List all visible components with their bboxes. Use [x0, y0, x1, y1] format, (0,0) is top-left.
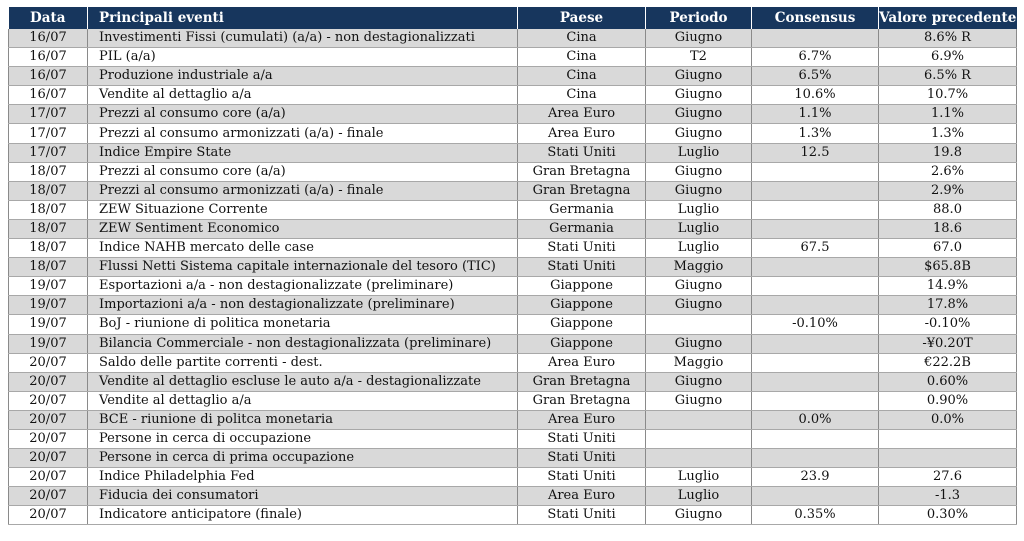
cell-data: 20/07 [9, 372, 88, 391]
cell-paese: Giappone [518, 277, 646, 296]
cell-paese: Cina [518, 48, 646, 67]
cell-periodo: Giugno [646, 162, 752, 181]
cell-evento: Prezzi al consumo armonizzati (a/a) - finale [88, 124, 518, 143]
cell-paese: Area Euro [518, 105, 646, 124]
cell-paese: Gran Bretagna [518, 391, 646, 410]
cell-precedente [879, 449, 1017, 468]
table-row [9, 410, 1017, 429]
cell-paese: Area Euro [518, 487, 646, 506]
cell-consensus [752, 372, 879, 391]
economic-calendar [8, 7, 1016, 525]
cell-periodo: Giugno [646, 277, 752, 296]
cell-data: 20/07 [9, 353, 88, 372]
table-row [9, 162, 1017, 181]
cell-data: 20/07 [9, 391, 88, 410]
cell-evento: Vendite al dettaglio a/a [88, 86, 518, 105]
header-row [9, 7, 1017, 29]
cell-consensus [752, 277, 879, 296]
cell-consensus [752, 219, 879, 238]
table-row [9, 334, 1017, 353]
cell-consensus: 23.9 [752, 468, 879, 487]
table-row [9, 29, 1017, 48]
cell-periodo [646, 315, 752, 334]
cell-precedente: 1.3% [879, 124, 1017, 143]
cell-evento: Indicatore anticipatore (finale) [88, 506, 518, 525]
cell-precedente: 1.1% [879, 105, 1017, 124]
cell-precedente: 19.8 [879, 143, 1017, 162]
header-precedente: Valore precedente [879, 7, 1017, 29]
cell-precedente: 2.6% [879, 162, 1017, 181]
cell-paese: Germania [518, 200, 646, 219]
cell-evento: Indice Philadelphia Fed [88, 468, 518, 487]
cell-precedente: 18.6 [879, 219, 1017, 238]
cell-data: 18/07 [9, 219, 88, 238]
cell-periodo [646, 449, 752, 468]
cell-consensus [752, 258, 879, 277]
cell-precedente: 0.0% [879, 410, 1017, 429]
cell-evento: Saldo delle partite correnti - dest. [88, 353, 518, 372]
cell-precedente: 10.7% [879, 86, 1017, 105]
cell-precedente: 8.6% R [879, 29, 1017, 48]
table-body [9, 29, 1017, 525]
cell-data: 20/07 [9, 410, 88, 429]
cell-precedente: $65.8B [879, 258, 1017, 277]
cell-periodo: Luglio [646, 200, 752, 219]
cell-evento: Fiducia dei consumatori [88, 487, 518, 506]
cell-paese: Gran Bretagna [518, 181, 646, 200]
cell-data: 17/07 [9, 124, 88, 143]
cell-precedente: -¥0.20T [879, 334, 1017, 353]
cell-precedente: 6.9% [879, 48, 1017, 67]
header-consensus: Consensus [752, 7, 879, 29]
table-row [9, 487, 1017, 506]
cell-evento: Vendite al dettaglio escluse le auto a/a - destagionalizzate [88, 372, 518, 391]
table-row [9, 181, 1017, 200]
cell-consensus: 0.35% [752, 506, 879, 525]
cell-periodo: Giugno [646, 296, 752, 315]
table-row [9, 468, 1017, 487]
cell-data: 19/07 [9, 334, 88, 353]
cell-paese: Giappone [518, 334, 646, 353]
cell-evento: Prezzi al consumo core (a/a) [88, 162, 518, 181]
cell-evento: Prezzi al consumo armonizzati (a/a) - finale [88, 181, 518, 200]
cell-evento: Persone in cerca di occupazione [88, 429, 518, 448]
table-row [9, 372, 1017, 391]
cell-consensus [752, 391, 879, 410]
cell-periodo: Giugno [646, 181, 752, 200]
table-row [9, 449, 1017, 468]
table-row [9, 124, 1017, 143]
cell-data: 20/07 [9, 468, 88, 487]
cell-data: 20/07 [9, 429, 88, 448]
cell-consensus [752, 296, 879, 315]
table-row [9, 219, 1017, 238]
cell-periodo: Luglio [646, 239, 752, 258]
header-eventi: Principali eventi [88, 7, 518, 29]
cell-precedente: -1.3 [879, 487, 1017, 506]
cell-evento: ZEW Situazione Corrente [88, 200, 518, 219]
cell-paese: Area Euro [518, 124, 646, 143]
cell-evento: Importazioni a/a - non destagionalizzate (preliminare) [88, 296, 518, 315]
cell-periodo: Maggio [646, 353, 752, 372]
header-data: Data [9, 7, 88, 29]
cell-periodo: Giugno [646, 372, 752, 391]
cell-paese: Stati Uniti [518, 449, 646, 468]
cell-evento: Vendite al dettaglio a/a [88, 391, 518, 410]
cell-consensus: 67.5 [752, 239, 879, 258]
cell-data: 18/07 [9, 200, 88, 219]
cell-data: 18/07 [9, 181, 88, 200]
cell-paese: Stati Uniti [518, 258, 646, 277]
cell-periodo: Luglio [646, 143, 752, 162]
cell-data: 16/07 [9, 67, 88, 86]
cell-data: 16/07 [9, 48, 88, 67]
cell-evento: Esportazioni a/a - non destagionalizzate (preliminare) [88, 277, 518, 296]
cell-data: 20/07 [9, 487, 88, 506]
cell-periodo: Luglio [646, 487, 752, 506]
cell-consensus [752, 353, 879, 372]
cell-evento: PIL (a/a) [88, 48, 518, 67]
cell-consensus: -0.10% [752, 315, 879, 334]
cell-periodo [646, 429, 752, 448]
cell-periodo: Giugno [646, 29, 752, 48]
cell-evento: Produzione industriale a/a [88, 67, 518, 86]
cell-data: 16/07 [9, 29, 88, 48]
cell-precedente: 14.9% [879, 277, 1017, 296]
cell-evento: Investimenti Fissi (cumulati) (a/a) - non destagionalizzati [88, 29, 518, 48]
cell-evento: ZEW Sentiment Economico [88, 219, 518, 238]
table-row [9, 200, 1017, 219]
cell-evento: Prezzi al consumo core (a/a) [88, 105, 518, 124]
cell-consensus: 0.0% [752, 410, 879, 429]
cell-evento: BoJ - riunione di politica monetaria [88, 315, 518, 334]
cell-consensus [752, 181, 879, 200]
cell-data: 18/07 [9, 162, 88, 181]
cell-evento: Indice Empire State [88, 143, 518, 162]
table-row [9, 506, 1017, 525]
cell-precedente: 27.6 [879, 468, 1017, 487]
cell-data: 20/07 [9, 449, 88, 468]
cell-precedente: -0.10% [879, 315, 1017, 334]
cell-precedente: 0.60% [879, 372, 1017, 391]
cell-precedente: 0.90% [879, 391, 1017, 410]
cell-paese: Stati Uniti [518, 239, 646, 258]
cell-periodo: Giugno [646, 67, 752, 86]
cell-consensus [752, 200, 879, 219]
cell-periodo: Giugno [646, 124, 752, 143]
table-row [9, 429, 1017, 448]
cell-periodo: T2 [646, 48, 752, 67]
cell-data: 16/07 [9, 86, 88, 105]
cell-data: 17/07 [9, 105, 88, 124]
cell-precedente: 88.0 [879, 200, 1017, 219]
cell-data: 18/07 [9, 258, 88, 277]
cell-periodo: Maggio [646, 258, 752, 277]
cell-data: 18/07 [9, 239, 88, 258]
cell-periodo: Giugno [646, 105, 752, 124]
cell-paese: Germania [518, 219, 646, 238]
cell-periodo: Giugno [646, 86, 752, 105]
cell-consensus [752, 487, 879, 506]
table-row [9, 391, 1017, 410]
cell-precedente: 67.0 [879, 239, 1017, 258]
cell-paese: Stati Uniti [518, 468, 646, 487]
table-row [9, 48, 1017, 67]
cell-consensus: 6.5% [752, 67, 879, 86]
cell-paese: Stati Uniti [518, 429, 646, 448]
cell-paese: Stati Uniti [518, 143, 646, 162]
cell-evento: BCE - riunione di politca monetaria [88, 410, 518, 429]
cell-consensus [752, 429, 879, 448]
table-row [9, 239, 1017, 258]
cell-precedente [879, 429, 1017, 448]
cell-periodo: Giugno [646, 506, 752, 525]
cell-periodo: Luglio [646, 468, 752, 487]
table-row [9, 86, 1017, 105]
cell-evento: Indice NAHB mercato delle case [88, 239, 518, 258]
cell-precedente: €22.2B [879, 353, 1017, 372]
table-row [9, 105, 1017, 124]
cell-periodo: Giugno [646, 334, 752, 353]
table-row [9, 67, 1017, 86]
cell-paese: Cina [518, 67, 646, 86]
cell-consensus [752, 449, 879, 468]
cell-consensus: 1.3% [752, 124, 879, 143]
cell-precedente: 0.30% [879, 506, 1017, 525]
cell-evento: Bilancia Commerciale - non destagionalizzata (preliminare) [88, 334, 518, 353]
cell-paese: Area Euro [518, 353, 646, 372]
cell-paese: Area Euro [518, 410, 646, 429]
events-table [8, 7, 1017, 525]
cell-paese: Giappone [518, 315, 646, 334]
cell-paese: Cina [518, 86, 646, 105]
cell-data: 19/07 [9, 277, 88, 296]
cell-periodo: Giugno [646, 391, 752, 410]
table-row [9, 258, 1017, 277]
cell-paese: Giappone [518, 296, 646, 315]
cell-periodo: Luglio [646, 219, 752, 238]
header-paese: Paese [518, 7, 646, 29]
cell-paese: Stati Uniti [518, 506, 646, 525]
cell-paese: Cina [518, 29, 646, 48]
cell-paese: Gran Bretagna [518, 372, 646, 391]
cell-data: 17/07 [9, 143, 88, 162]
table-row [9, 315, 1017, 334]
cell-consensus [752, 162, 879, 181]
cell-data: 19/07 [9, 296, 88, 315]
cell-periodo [646, 410, 752, 429]
table-row [9, 143, 1017, 162]
cell-consensus [752, 29, 879, 48]
header-periodo: Periodo [646, 7, 752, 29]
cell-evento: Persone in cerca di prima occupazione [88, 449, 518, 468]
table-row [9, 353, 1017, 372]
cell-consensus [752, 334, 879, 353]
cell-data: 19/07 [9, 315, 88, 334]
cell-consensus: 10.6% [752, 86, 879, 105]
cell-precedente: 6.5% R [879, 67, 1017, 86]
cell-precedente: 2.9% [879, 181, 1017, 200]
cell-consensus: 12.5 [752, 143, 879, 162]
cell-consensus: 6.7% [752, 48, 879, 67]
cell-precedente: 17.8% [879, 296, 1017, 315]
cell-evento: Flussi Netti Sistema capitale internazionale del tesoro (TIC) [88, 258, 518, 277]
cell-consensus: 1.1% [752, 105, 879, 124]
table-row [9, 296, 1017, 315]
cell-data: 20/07 [9, 506, 88, 525]
cell-paese: Gran Bretagna [518, 162, 646, 181]
table-row [9, 277, 1017, 296]
